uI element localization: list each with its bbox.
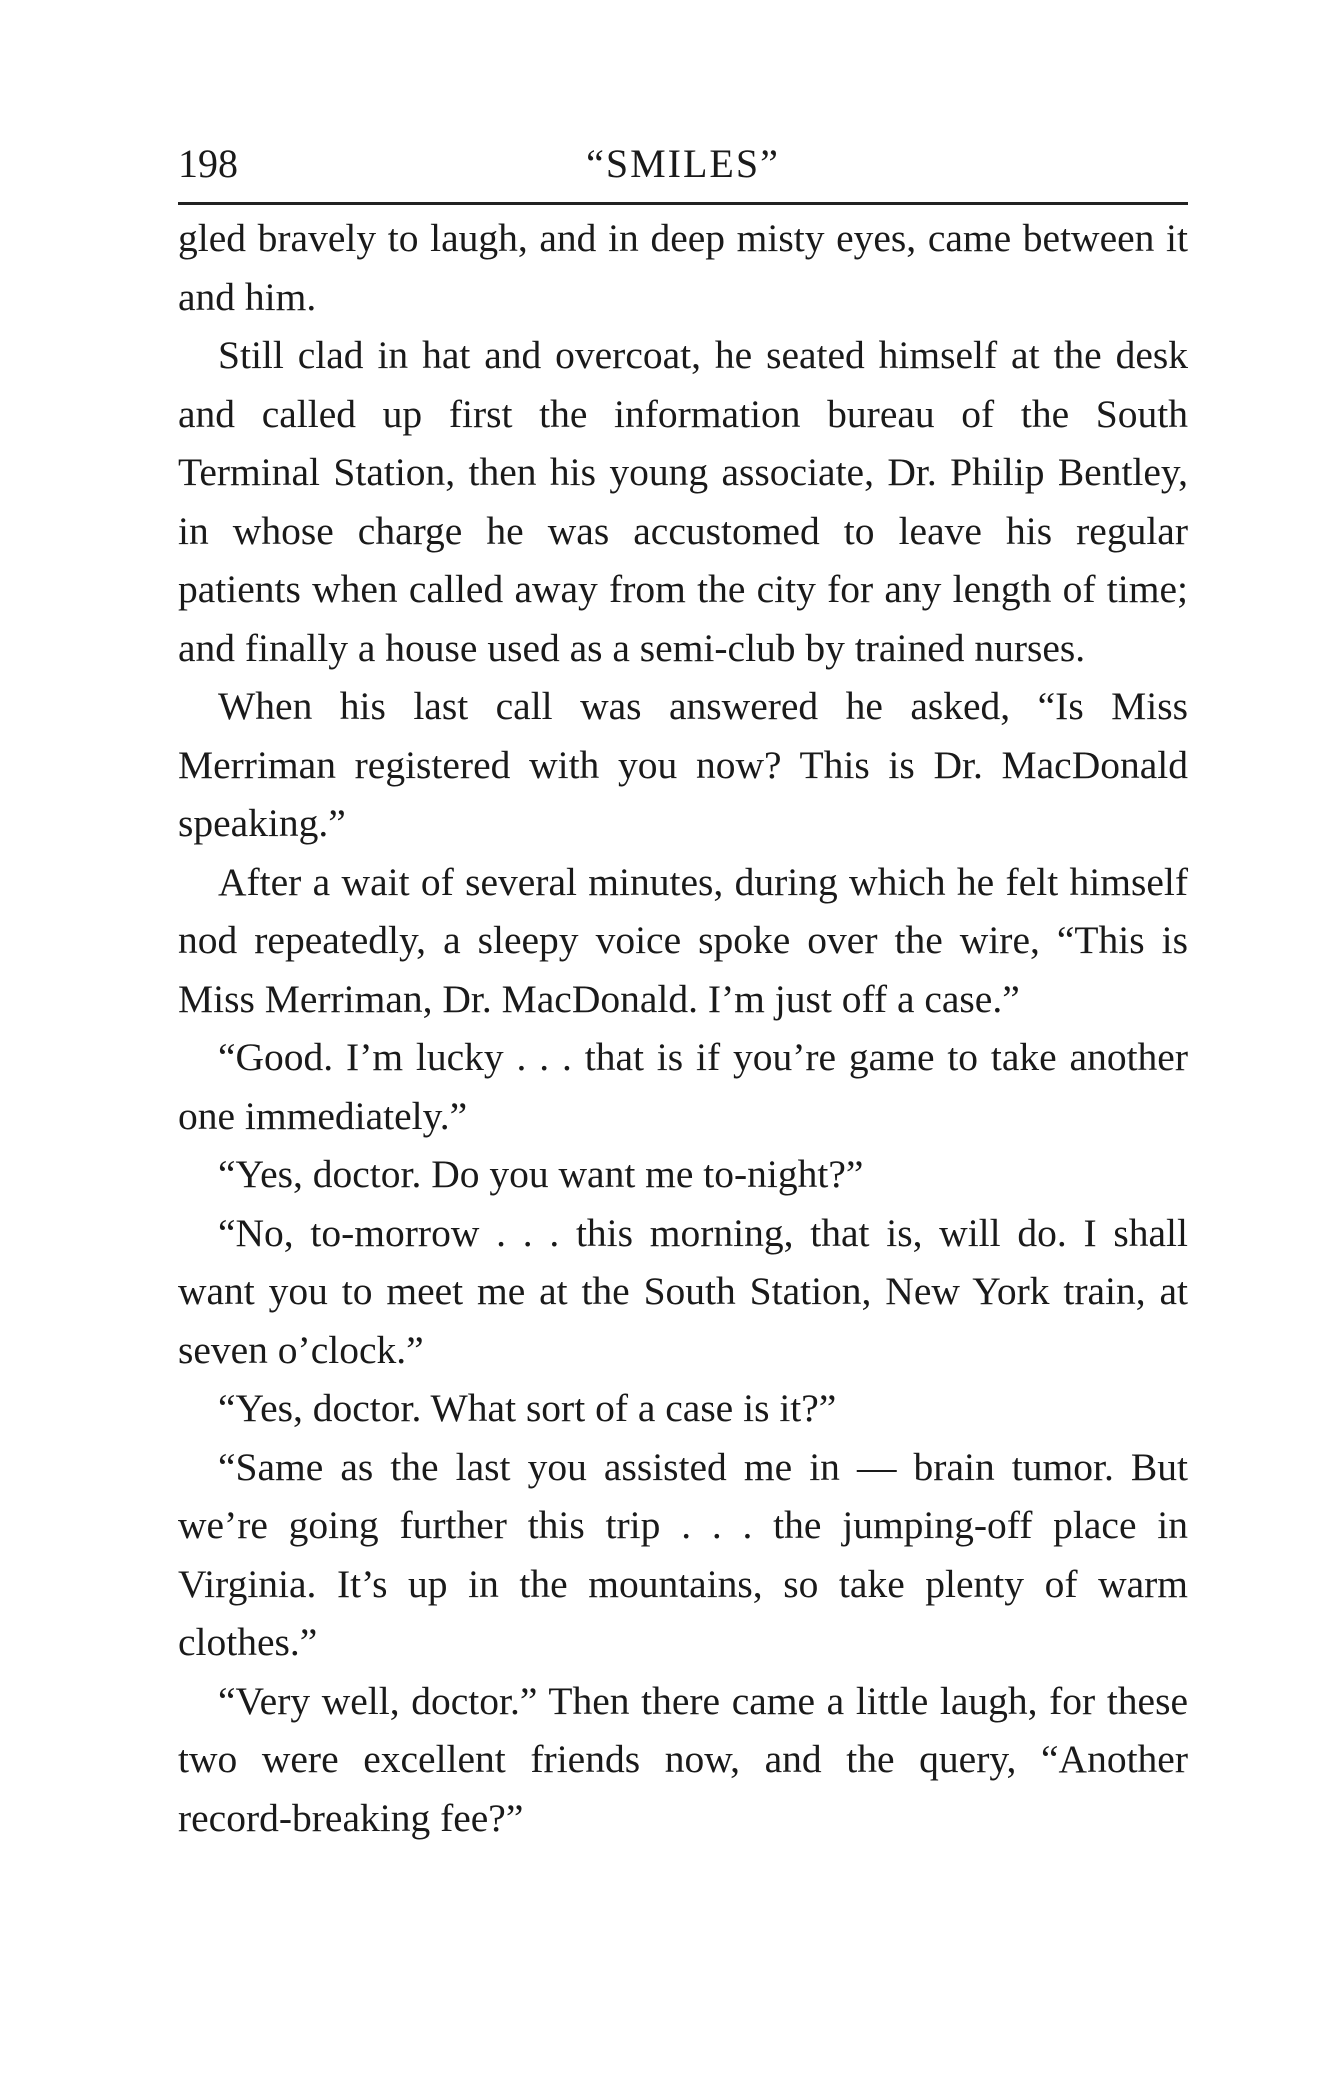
book-page: [178, 140, 1188, 1847]
paragraph: “Yes, doctor. Do you want me to-night?”: [218, 1152, 864, 1196]
paragraph: Still clad in hat and overcoat, he seated himself at the desk and called up first the information bureau of the South Terminal Station, then his young associate, Dr. Philip Bentley, in whose charge he was accustomed to leave his regular patients when called away from the city for any length of time; and finally a house used as a semi-club by trained nurses.: [178, 333, 1188, 670]
paragraph: When his last call was answered he asked, “Is Miss Merriman registered with you now? This is Dr. MacDonald speaking.”: [178, 684, 1188, 845]
body-text: [178, 209, 1188, 1847]
page-number: 198: [178, 141, 238, 186]
paragraph: “No, to-morrow . . . this morning, that is, will do. I shall want you to meet me at the South Station, New York train, at seven o’clock.”: [178, 1210, 1188, 1372]
paragraph: After a wait of several minutes, during which he felt himself nod repeatedly, a sleepy voice spoke over the wire, “This is Miss Merriman, Dr. MacDonald. I’m just off a case.”: [178, 859, 1188, 1021]
paragraph-continuation: gled bravely to laugh, and in deep misty eyes, came between it and him.: [178, 216, 1188, 319]
running-title: “SMILES”: [586, 141, 780, 186]
paragraph: “Yes, doctor. What sort of a case is it?”: [218, 1386, 837, 1430]
page-header: [178, 140, 1188, 205]
paragraph: “Very well, doctor.” Then there came a little laugh, for these two were excellent friends now, and the query, “Another record-breaking fee?”: [178, 1678, 1188, 1840]
paragraph: “Same as the last you assisted me in — brain tumor. But we’re going further this trip . . . the jumping-off place in Virginia. It’s up in the mountains, so take plenty of warm clothes.”: [178, 1444, 1188, 1664]
paragraph: “Good. I’m lucky . . . that is if you’re game to take another one immediately.”: [178, 1035, 1188, 1138]
